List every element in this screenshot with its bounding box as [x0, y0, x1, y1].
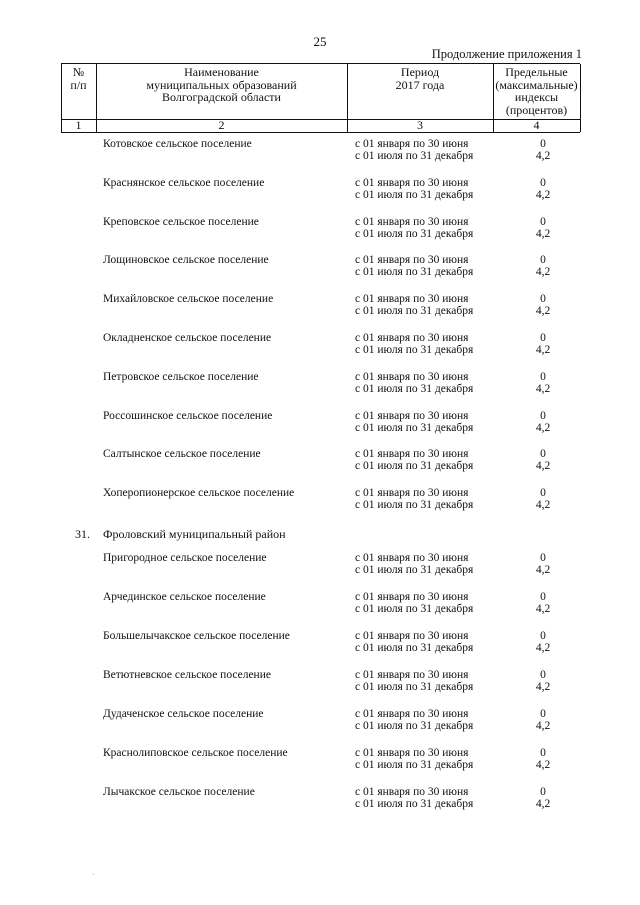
index-first-half: 0 — [540, 293, 546, 305]
period-cell — [355, 254, 473, 278]
index-second-half: 4,2 — [535, 798, 551, 810]
index-first-half: 0 — [540, 138, 546, 150]
header-num-4: 4 — [533, 118, 540, 132]
settlement-name: Лычакское сельское поселение — [103, 786, 255, 798]
index-first-half: 0 — [540, 448, 546, 460]
period-first-half: с 01 января по 30 июня — [355, 669, 469, 681]
period-cell — [355, 293, 473, 317]
index-first-half: 0 — [540, 552, 546, 564]
index-first-half: 0 — [540, 410, 546, 422]
period-cell — [355, 786, 473, 810]
settlement-name: Креповское сельское поселение — [103, 216, 259, 228]
index-second-half: 4,2 — [535, 564, 551, 576]
period-second-half: с 01 июля по 31 декабря — [355, 383, 474, 395]
period-second-half: с 01 июля по 31 декабря — [355, 642, 474, 654]
period-second-half: с 01 июля по 31 декабря — [355, 150, 474, 162]
index-first-half: 0 — [540, 254, 546, 266]
period-second-half: с 01 июля по 31 декабря — [355, 189, 474, 201]
period-cell — [355, 138, 473, 162]
index-cell — [513, 371, 573, 395]
index-cell — [513, 177, 573, 201]
index-first-half: 0 — [540, 786, 546, 798]
period-cell — [355, 410, 473, 434]
index-cell — [513, 708, 573, 732]
index-second-half: 4,2 — [535, 460, 551, 472]
index-first-half: 0 — [540, 332, 546, 344]
period-cell — [355, 216, 473, 240]
period-second-half: с 01 июля по 31 декабря — [355, 344, 474, 356]
header-num-1: 1 — [75, 118, 82, 132]
index-second-half: 4,2 — [535, 150, 551, 162]
index-cell — [513, 138, 573, 162]
district-name: Фроловский муниципальный район — [103, 527, 286, 541]
period-second-half: с 01 июля по 31 декабря — [355, 499, 474, 511]
period-first-half: с 01 января по 30 июня — [355, 332, 469, 344]
period-first-half: с 01 января по 30 июня — [355, 747, 469, 759]
index-cell — [513, 747, 573, 771]
period-second-half: с 01 июля по 31 декабря — [355, 305, 474, 317]
index-first-half: 0 — [540, 216, 546, 228]
period-cell — [355, 371, 473, 395]
settlement-name: Петровское сельское поселение — [103, 371, 259, 383]
index-cell — [513, 410, 573, 434]
period-second-half: с 01 июля по 31 декабря — [355, 603, 474, 615]
header-num-3: 3 — [417, 118, 423, 132]
index-first-half: 0 — [540, 371, 546, 383]
index-cell — [513, 293, 573, 317]
header-col-index: Предельные (максимальные) индексы (процентов) — [495, 65, 578, 117]
period-second-half: с 01 июля по 31 декабря — [355, 759, 474, 771]
settlement-name: Ветютневское сельское поселение — [103, 669, 271, 681]
period-first-half: с 01 января по 30 июня — [355, 487, 469, 499]
index-first-half: 0 — [540, 487, 546, 499]
period-second-half: с 01 июля по 31 декабря — [355, 798, 474, 810]
index-first-half: 0 — [540, 630, 546, 642]
settlement-name: Лощиновское сельское поселение — [103, 254, 269, 266]
index-second-half: 4,2 — [535, 603, 551, 615]
period-first-half: с 01 января по 30 июня — [355, 448, 469, 460]
index-cell — [513, 448, 573, 472]
settlement-name: Краснолиповское сельское поселение — [103, 747, 288, 759]
period-first-half: с 01 января по 30 июня — [355, 708, 469, 720]
index-cell — [513, 254, 573, 278]
index-cell — [513, 487, 573, 511]
period-cell — [355, 591, 473, 615]
index-cell — [513, 552, 573, 576]
index-second-half: 4,2 — [535, 228, 551, 240]
period-cell — [355, 487, 473, 511]
period-first-half: с 01 января по 30 июня — [355, 138, 469, 150]
index-cell — [513, 786, 573, 810]
period-first-half: с 01 января по 30 июня — [355, 410, 469, 422]
period-second-half: с 01 июля по 31 декабря — [355, 422, 474, 434]
district-number: 31. — [75, 527, 90, 541]
period-cell — [355, 552, 473, 576]
settlement-name: Россошинское сельское поселение — [103, 410, 273, 422]
period-cell — [355, 669, 473, 693]
period-second-half: с 01 июля по 31 декабря — [355, 681, 474, 693]
index-second-half: 4,2 — [535, 499, 551, 511]
index-first-half: 0 — [540, 591, 546, 603]
period-first-half: с 01 января по 30 июня — [355, 786, 469, 798]
period-cell — [355, 448, 473, 472]
period-first-half: с 01 января по 30 июня — [355, 216, 469, 228]
period-first-half: с 01 января по 30 июня — [355, 177, 469, 189]
index-first-half: 0 — [540, 177, 546, 189]
settlement-name: Салтынское сельское поселение — [103, 448, 261, 460]
settlement-name: Большелычакское сельское поселение — [103, 630, 290, 642]
index-cell — [513, 216, 573, 240]
period-first-half: с 01 января по 30 июня — [355, 293, 469, 305]
period-cell — [355, 747, 473, 771]
index-second-half: 4,2 — [535, 189, 551, 201]
index-second-half: 4,2 — [535, 344, 551, 356]
header-num-2: 2 — [218, 118, 225, 132]
index-cell — [513, 332, 573, 356]
header-col-period: Период 2017 года — [395, 65, 445, 92]
period-cell — [355, 332, 473, 356]
period-second-half: с 01 июля по 31 декабря — [355, 266, 474, 278]
period-cell — [355, 177, 473, 201]
index-cell — [513, 669, 573, 693]
index-second-half: 4,2 — [535, 422, 551, 434]
index-second-half: 4,2 — [535, 759, 551, 771]
settlement-name: Краснянское сельское поселение — [103, 177, 265, 189]
settlement-name: Хоперопионерское сельское поселение — [103, 487, 295, 499]
index-cell — [513, 630, 573, 654]
scan-mark: · — [92, 870, 95, 879]
period-first-half: с 01 января по 30 июня — [355, 591, 469, 603]
settlement-name: Окладненское сельское поселение — [103, 332, 272, 344]
settlement-name: Пригородное сельское поселение — [103, 552, 267, 564]
page-number: 25 — [313, 34, 327, 49]
period-second-half: с 01 июля по 31 декабря — [355, 720, 474, 732]
continuation-label: Продолжение приложения 1 — [431, 47, 582, 61]
period-second-half: с 01 июля по 31 декабря — [355, 228, 474, 240]
index-first-half: 0 — [540, 747, 546, 759]
period-cell — [355, 708, 473, 732]
settlement-name: Котовское сельское поселение — [103, 138, 252, 150]
index-second-half: 4,2 — [535, 642, 551, 654]
period-first-half: с 01 января по 30 июня — [355, 552, 469, 564]
index-second-half: 4,2 — [535, 383, 551, 395]
header-col-number: № п/п — [70, 65, 87, 92]
index-second-half: 4,2 — [535, 681, 551, 693]
period-first-half: с 01 января по 30 июня — [355, 630, 469, 642]
table-header — [61, 63, 580, 133]
period-first-half: с 01 января по 30 июня — [355, 371, 469, 383]
index-second-half: 4,2 — [535, 720, 551, 732]
period-second-half: с 01 июля по 31 декабря — [355, 460, 474, 472]
index-first-half: 0 — [540, 669, 546, 681]
period-first-half: с 01 января по 30 июня — [355, 254, 469, 266]
index-first-half: 0 — [540, 708, 546, 720]
index-second-half: 4,2 — [535, 305, 551, 317]
settlement-name: Дудаченское сельское поселение — [103, 708, 264, 720]
settlement-name: Михайловское сельское поселение — [103, 293, 274, 305]
period-cell — [355, 630, 473, 654]
period-second-half: с 01 июля по 31 декабря — [355, 564, 474, 576]
index-cell — [513, 591, 573, 615]
index-second-half: 4,2 — [535, 266, 551, 278]
settlement-name: Арчединское сельское поселение — [103, 591, 266, 603]
header-col-name: Наименование муниципальных образований Волгоградской области — [146, 65, 297, 104]
